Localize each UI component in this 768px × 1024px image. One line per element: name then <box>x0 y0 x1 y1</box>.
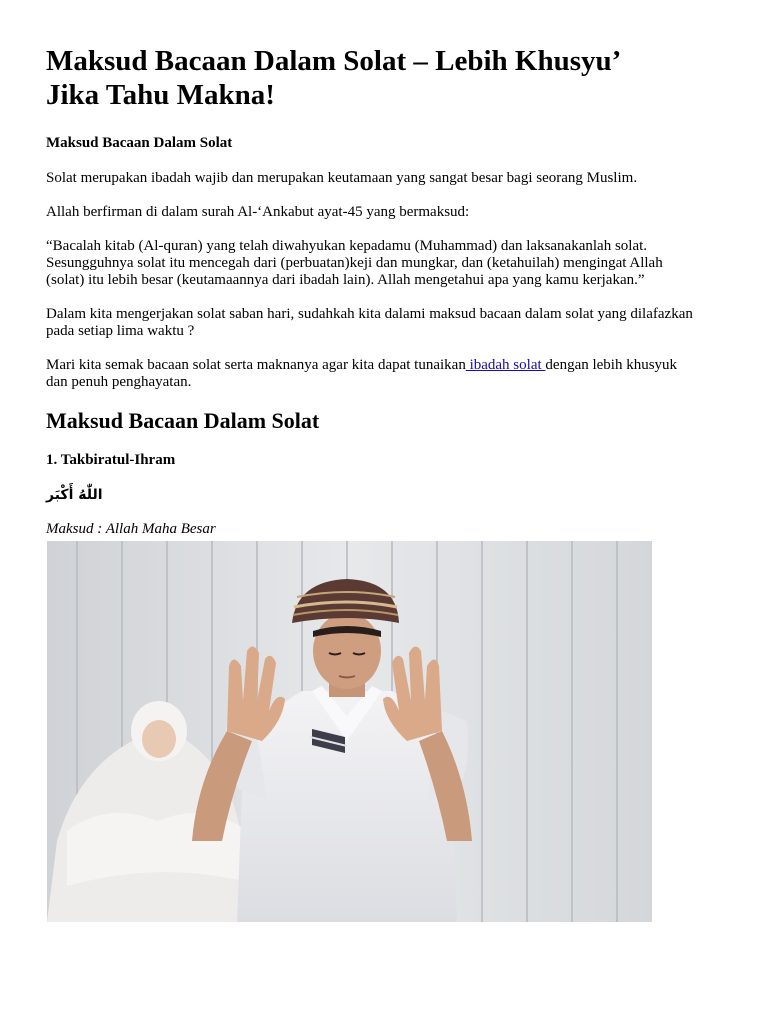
section-heading: Maksud Bacaan Dalam Solat <box>46 408 320 433</box>
article-title-line-2: Jika Tahu Makna! <box>46 79 275 111</box>
prayer-photo <box>47 541 652 922</box>
quote-line-3: (solat) itu lebih besar (keutamaannya dari ibadah lain). Allah mengetahui apa yang kamu kerjakan.” <box>46 272 645 288</box>
item-meaning: Maksud : Allah Maha Besar <box>46 521 216 537</box>
article-title <box>46 44 726 112</box>
paragraph-intro <box>46 170 726 187</box>
article-body <box>46 44 726 554</box>
item-heading-takbiratul-ihram: 1. Takbiratul-Ihram <box>46 452 176 468</box>
paragraph-question-line-2: pada setiap lima waktu ? <box>46 323 195 339</box>
paragraph-surah <box>46 204 726 221</box>
paragraph-link-after: dengan lebih khusyuk <box>545 357 678 373</box>
paragraph-question <box>46 306 726 340</box>
prayer-photo-illustration <box>47 541 652 922</box>
article-subheading: Maksud Bacaan Dalam Solat <box>46 135 233 151</box>
article-title-line-1: Maksud Bacaan Dalam Solat – Lebih Khusyu’ <box>46 45 622 77</box>
paragraph-intro-text: Solat merupakan ibadah wajib dan merupakan keutamaan yang sangat besar bagi seorang Muslim. <box>46 170 638 186</box>
paragraph-link-line-2: dan penuh penghayatan. <box>46 374 192 390</box>
paragraph-question-line-1: Dalam kita mengerjakan solat saban hari, sudahkah kita dalami maksud bacaan dalam solat yang dilafazkan <box>46 306 693 322</box>
quote-line-2: Sesungguhnya solat itu mencegah dari (perbuatan)keji dan mungkar, dan (ketahuilah) mengingat Allah <box>46 255 663 271</box>
paragraph-link-before: Mari kita semak bacaan solat serta maknanya agar kita dapat tunaikan <box>46 357 466 373</box>
arabic-text-allahu-akbar: اللّٰهُ أَكْبَر <box>46 487 103 503</box>
paragraph-link-line-1 <box>46 357 726 374</box>
quote-line-1: “Bacalah kitab (Al-quran) yang telah diwahyukan kepadamu (Muhammad) dan laksanakanlah solat. <box>46 238 648 254</box>
ibadah-solat-link[interactable]: ibadah solat <box>465 357 546 373</box>
paragraph-surah-text: Allah berfirman di dalam surah Al-‘Ankabut ayat-45 yang bermaksud: <box>46 204 470 220</box>
paragraph-link <box>46 357 726 391</box>
quote-paragraph <box>46 238 726 289</box>
